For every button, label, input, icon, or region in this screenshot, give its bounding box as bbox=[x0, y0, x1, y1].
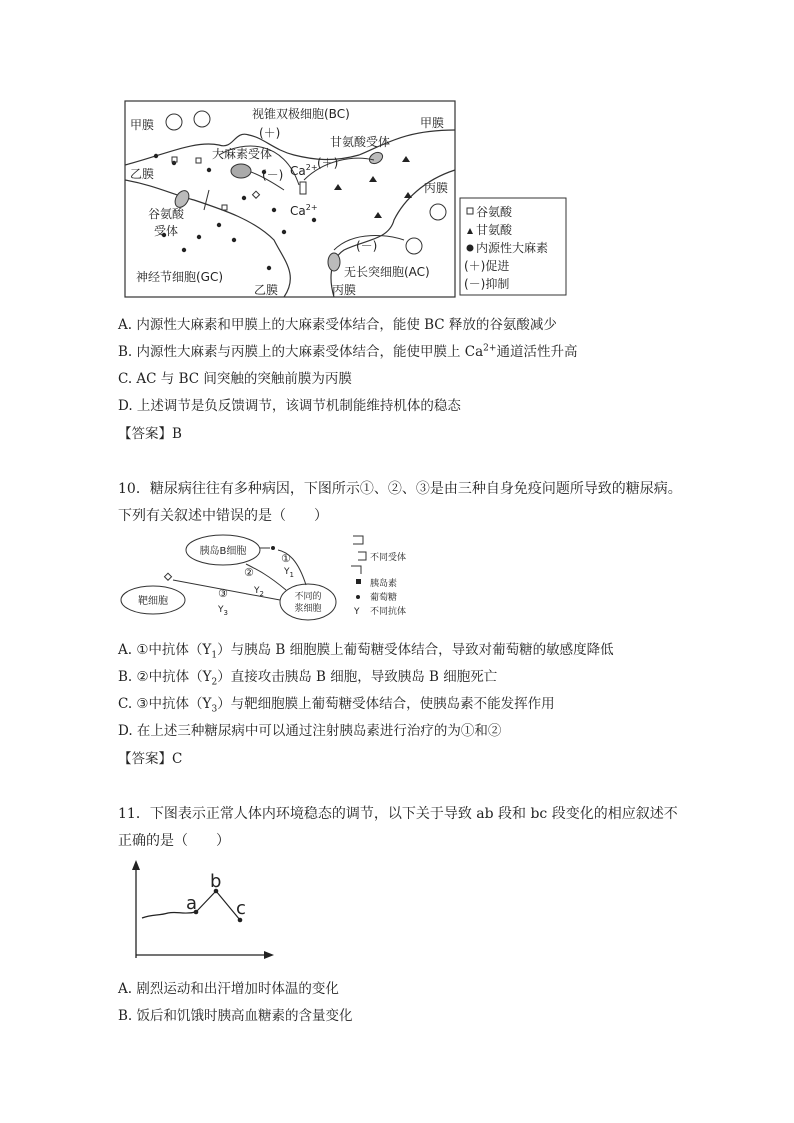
jiamo-right: 甲膜 bbox=[420, 116, 445, 130]
q10-stem-line1: 10．糖尿病往往有多种病因，下图所示①、②、③是由三种自身免疫问题所导致的糖尿病。 bbox=[118, 481, 682, 497]
y1-label: $Y_1$ bbox=[284, 567, 294, 579]
yimo-bottom: 乙膜 bbox=[254, 283, 279, 297]
gc-label: 神经节细胞(GC) bbox=[136, 270, 224, 284]
q9-option-d: D. 上述调节是负反馈调节，该调节机制能维持机体的稳态 bbox=[118, 398, 461, 414]
minus-mid: (－) bbox=[262, 168, 284, 182]
glycine-receptor-label: 甘氨酸受体 bbox=[330, 135, 391, 149]
homeostasis-graph bbox=[128, 858, 278, 963]
plasma-cell-label-1: 不同的 bbox=[294, 592, 322, 602]
legend-antibody: 不同抗体 bbox=[370, 607, 407, 617]
bingmo-bottom: 丙膜 bbox=[332, 283, 357, 297]
minus-lower: (－) bbox=[356, 239, 378, 253]
legend-antibody-symbol: Y bbox=[354, 607, 360, 617]
bc-label: 视锥双极细胞(BC) bbox=[252, 107, 350, 121]
legend-inhibit: (－)抑制 bbox=[464, 277, 510, 291]
point-a-label: a bbox=[186, 893, 198, 914]
target-cell-label: 靶细胞 bbox=[138, 596, 168, 607]
beta-cell-label: 胰岛B细胞 bbox=[199, 546, 247, 557]
q11-stem-line2: 正确的是（ ） bbox=[118, 833, 230, 849]
q10-option-d: D. 在上述三种糖尿病中可以通过注射胰岛素进行治疗的为①和② bbox=[118, 723, 502, 739]
cannabinoid-receptor-label: 大麻素受体 bbox=[212, 147, 273, 161]
point-c-label: c bbox=[236, 898, 246, 919]
jiamo-left: 甲膜 bbox=[130, 118, 155, 132]
q10-option-c: C. ③中抗体$(Y_3)$与靶细胞膜上葡萄糖受体结合，使胰岛素不能发挥作用 bbox=[118, 696, 555, 715]
legend-receptor: 不同受体 bbox=[370, 553, 407, 563]
glutamate-receptor-label-2: 受体 bbox=[154, 224, 179, 238]
ac-label: 无长突细胞(AC) bbox=[344, 265, 430, 279]
q9-option-a: A. 内源性大麻素和甲膜上的大麻素受体结合，能使 BC 释放的谷氨酸减少 bbox=[118, 317, 557, 333]
q10-stem-line2: 下列有关叙述中错误的是（ ） bbox=[118, 508, 328, 524]
q9-option-b: B. 内源性大麻素与丙膜上的大麻素受体结合，能使甲膜上 $Ca^{2+}$通道活性升高 bbox=[118, 343, 578, 360]
bingmo-right: 丙膜 bbox=[424, 181, 449, 195]
ca-upper: $Ca^{2+}$ bbox=[290, 163, 318, 178]
q10-option-a: A. ①中抗体$(Y_1)$与胰岛 B 细胞膜上葡萄糖受体结合，导致对葡萄糖的敏感度降低 bbox=[118, 642, 614, 661]
legend-glucose: 葡萄糖 bbox=[370, 593, 398, 603]
legend-glu: 谷氨酸 bbox=[476, 205, 513, 219]
glutamate-receptor-label-1: 谷氨酸 bbox=[148, 207, 185, 221]
num-2: ② bbox=[244, 566, 254, 579]
num-3: ③ bbox=[218, 587, 228, 600]
legend-endo: 内源性大麻素 bbox=[476, 241, 549, 255]
q9-option-c: C. AC 与 BC 间突触的突触前膜为丙膜 bbox=[118, 371, 352, 387]
q11-stem-line1: 11．下图表示正常人体内环境稳态的调节，以下关于导致 ab 段和 bc 段变化的相应叙述不 bbox=[118, 806, 678, 822]
legend-promote: (＋)促进 bbox=[464, 259, 510, 273]
yimo-left: 乙膜 bbox=[130, 167, 155, 181]
y3-label: $Y_3$ bbox=[218, 605, 228, 617]
retina-synapse-diagram bbox=[124, 100, 569, 300]
q9-answer: 【答案】B bbox=[118, 426, 182, 442]
ca-lower: $Ca^{2+}$ bbox=[290, 203, 318, 218]
plus-top: (＋) bbox=[259, 126, 281, 140]
q10-option-b: B. ②中抗体$(Y_2)$直接攻击胰岛 B 细胞，导致胰岛 B 细胞死亡 bbox=[118, 669, 498, 688]
q11-option-a: A. 剧烈运动和出汗增加时体温的变化 bbox=[118, 981, 339, 997]
q11-option-b: B. 饭后和饥饿时胰高血糖素的含量变化 bbox=[118, 1008, 353, 1024]
legend-insulin: 胰岛素 bbox=[370, 579, 398, 589]
plasma-cell-label-2: 浆细胞 bbox=[294, 604, 322, 614]
num-1: ① bbox=[281, 552, 291, 565]
y2-label: $Y_2$ bbox=[254, 586, 264, 598]
point-b-label: b bbox=[210, 871, 222, 892]
legend-gly: 甘氨酸 bbox=[476, 223, 513, 237]
diabetes-diagram bbox=[118, 530, 438, 625]
q10-answer: 【答案】C bbox=[118, 751, 183, 767]
plus-mid: (＋) bbox=[317, 156, 339, 170]
